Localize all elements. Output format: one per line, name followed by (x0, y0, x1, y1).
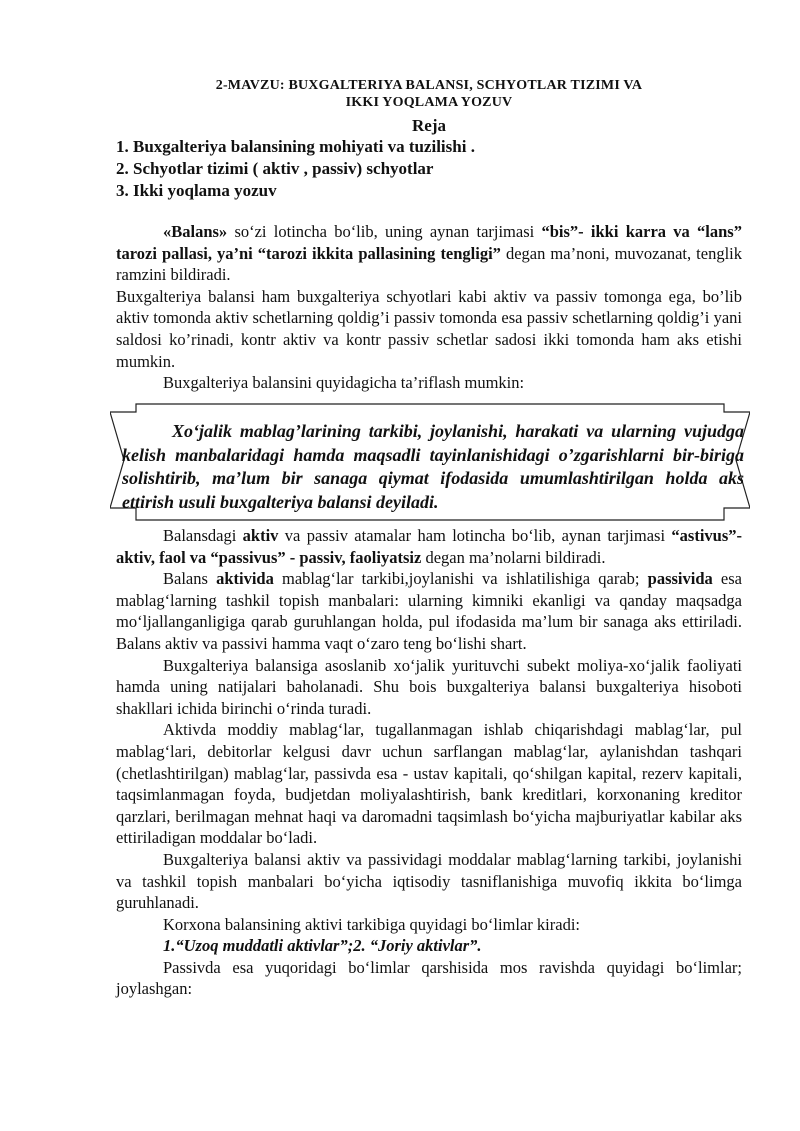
bold-term: aktivida (216, 569, 274, 589)
paragraph-two-sections: Buxgalteriya balansi aktiv va passividagi moddalar mablag‘larning tarkibi, joylanishi va tashkil topish manbalari bo‘yicha iqtisodiy tasniflanishiga muvofiq ikkita bo‘limga guruhlanadi. (116, 849, 742, 913)
topic-title-line1: 2-MAVZU: BUXGALTERIYA BALANSI, SCHYOTLAR TIZIMI VA (215, 78, 643, 93)
plan-item-3: 3. Ikki yoqlama yozuv (116, 181, 277, 200)
topic-title-line2: IKKI YOQLAMA YOZUV (345, 95, 513, 110)
paragraph-aktiv-passiv-terms: Balansdagi aktiv va passiv atamalar ham lotincha bo‘lib, aynan tarjimasi “astivus”- aktiv, faol va “passivus” - passiv, faoliyatsiz degan ma’nolarni bildiradi. (116, 526, 742, 567)
bold-term: aktiv (242, 526, 279, 545)
plan-heading: Reja (412, 116, 446, 135)
paragraph-aktiv-contents: Aktivda moddiy mablag‘lar, tugallanmagan ishlab chiqarishdagi mablag‘lar, pul mablag‘lari, debitorlar kelgusi davr uchun sarflangan mablag‘lar, aylanishdan tashqari (chetlashtirilgan) mablag‘lar, passivda esa - ustav kapitali, qo‘shilgan kapital, rezerv kapitali, taqsimlanmagan foyda, budjetdan moliyalashtirish, bank kreditlari, korxonaning kreditor qarzlari, berilmagan mehnat haqi va daromadni taqsimlash bo‘yicha majburiyatlar kabilar aks ettiriladigan moddalar bo‘ladi. (116, 720, 742, 848)
paragraph-aktivida-passivida: Balans aktivida mablag‘lar tarkibi,joylanishi va ishlatilishiga qarab; passivida esa mablag‘larning tashkil topish manbalari: ularning kimniki ekanligi va qanday maqsadga mo‘ljallanganligiga qarab guruhlangan holda, pul ifodasida ma’lum bir sanaga aks ettiriladi. Balans aktiv va passivi hamma vaqt o‘zaro teng bo‘lishi shart. (116, 569, 742, 653)
bold-term: “astivus”- aktiv, faol va “passivus” - passiv, faoliyatsiz (116, 526, 742, 567)
main-body (116, 525, 742, 1000)
bold-term: “bis”- ikki karra va “lans” tarozi pallasi, ya’ni “tarozi ikkita pallasining tengligi” (116, 222, 742, 263)
paragraph-intro-definition: Buxgalteriya balansini quyidagicha ta’riflash mumkin: (163, 373, 525, 393)
topic-title (116, 77, 742, 111)
bold-term: «Balans» (163, 222, 228, 241)
plan-item-1: 1. Buxgalteriya balansining mohiyati va tuzilishi . (116, 137, 475, 156)
bold-term: passivida (647, 569, 713, 589)
paragraph-balance-sides: Buxgalteriya balansi ham buxgalteriya schyotlari kabi aktiv va passiv tomonga ega, bo’lib aktiv tomonda aktiv schetlarning qoldig’i passiv tomonda esa passiv schetlarning qoldig’i yani saldosi ko’rinadi, kontr aktiv va kontr passiv schetlar sadosi ikki tomonda ham aks etishi mumkin. (116, 286, 742, 371)
paragraph-aktiv-sections-list: 1.“Uzoq muddatli aktivlar”;2. “Joriy aktivlar”. (163, 936, 482, 956)
paragraph-balans-definition: «Balans» so‘zi lotincha bo‘lib, uning aynan tarjimasi “bis”- ikki karra va “lans” tarozi pallasi, ya’ni “tarozi ikkita pallasining tengligi” degan ma’noni, muvozanat, tenglik ramzini bildiradi. Buxgalteriya balansi ham buxgalteriya schyotlari kabi aktiv va passiv tomonga ega, bo’lib aktiv tomonda aktiv schetlarning qoldig’i passiv tomonda esa passiv schetlarning qoldig’i yani saldosi ko’rinadi, kontr aktiv va kontr passiv schetlar sadosi ikki tomonda ham aks etishi mumkin. Buxgalteriya balansini quyidagicha ta’riflash mumkin: (116, 222, 742, 393)
definition-frame (110, 400, 750, 524)
paragraph-financial-reporting: Buxgalteriya balansiga asoslanib xo‘jalik yurituvchi subekt moliya-xo‘jalik faoliyati hamda uning natijalari baholanadi. Shu bois buxgalteriya balansi buxgalteriya hisoboti shakllari ichida birinchi o‘rinda turadi. (116, 655, 742, 718)
paragraph-aktiv-sections-intro: Korxona balansining aktivi tarkibiga quyidagi bo‘limlar kiradi: (163, 914, 580, 934)
paragraph-passiv-sections: Passivda esa yuqoridagi bo‘limlar qarshisida mos ravishda quyidagi bo‘limlar; joylashgan: (116, 957, 742, 999)
definition-text: Xo‘jalik mablag’larining tarkibi, joylanishi, harakati va ularning vujudga kelish manbalaridagi hamda maqsadli tayinlanishidagi o’zgarishlarni bir-biriga solishtirib, ma’lum bir sanaga qiymat ifodasida umumlashtirilgan holda aks ettirish usuli buxgalteriya balansi deyiladi. (122, 421, 744, 512)
plan-item-2: 2. Schyotlar tizimi ( aktiv , passiv) schyotlar (116, 159, 434, 178)
